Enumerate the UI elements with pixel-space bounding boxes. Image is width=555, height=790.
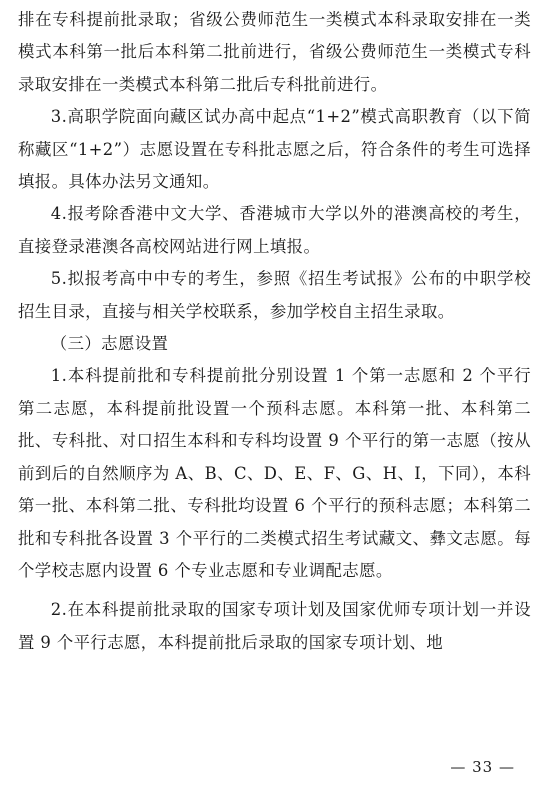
paragraph-volunteer-setting-2: 2.在本科提前批录取的国家专项计划及国家优师专项计划一并设置 9 个平行志愿，本科提前批后录取的国家专项计划、地: [18, 600, 531, 652]
paragraph-item-3: 3.高职学院面向藏区试办高中起点“1+2”模式高职教育（以下简称藏区“1+2”）志愿设置在专科批志愿之后，符合条件的考生可选择填报。具体办法另文通知。: [18, 107, 531, 192]
section-heading: （三）志愿设置: [50, 334, 169, 354]
paragraph-volunteer-setting-1: 1.本科提前批和专科提前批分别设置 1 个第一志愿和 2 个平行第二志愿，本科提前批设置一个预科志愿。本科第一批、本科第二批、专科批、对口招生本科和专科均设置 9 个平行的第一志愿（按从前到后的自然顺序为 A、B、C、D、E、F、G、H、I，下同），本科第一批、本科第二批、专科批均设置 6 个平行的预科志愿；本科第二批和专科批各设置 3 个平行的二类模式招生考试藏文、彝文志愿。每个学校志愿内设置 6 个专业志愿和专业调配志愿。: [18, 366, 531, 580]
page-number: — 33 —: [450, 758, 515, 776]
paragraph-continuation: 排在专科提前批录取；省级公费师范生一类模式本科录取安排在一类模式本科第一批后本科第二批前进行，省级公费师范生一类模式专科录取安排在一类模式本科第二批后专科批前进行。: [18, 10, 531, 94]
paragraph-item-4: 4.报考除香港中文大学、香港城市大学以外的港澳高校的考生，直接登录港澳各高校网站进行网上填报。: [18, 204, 531, 256]
paragraph-item-5: 5.拟报考高中中专的考生，参照《招生考试报》公布的中职学校招生目录，直接与相关学校联系，参加学校自主招生录取。: [18, 269, 531, 321]
